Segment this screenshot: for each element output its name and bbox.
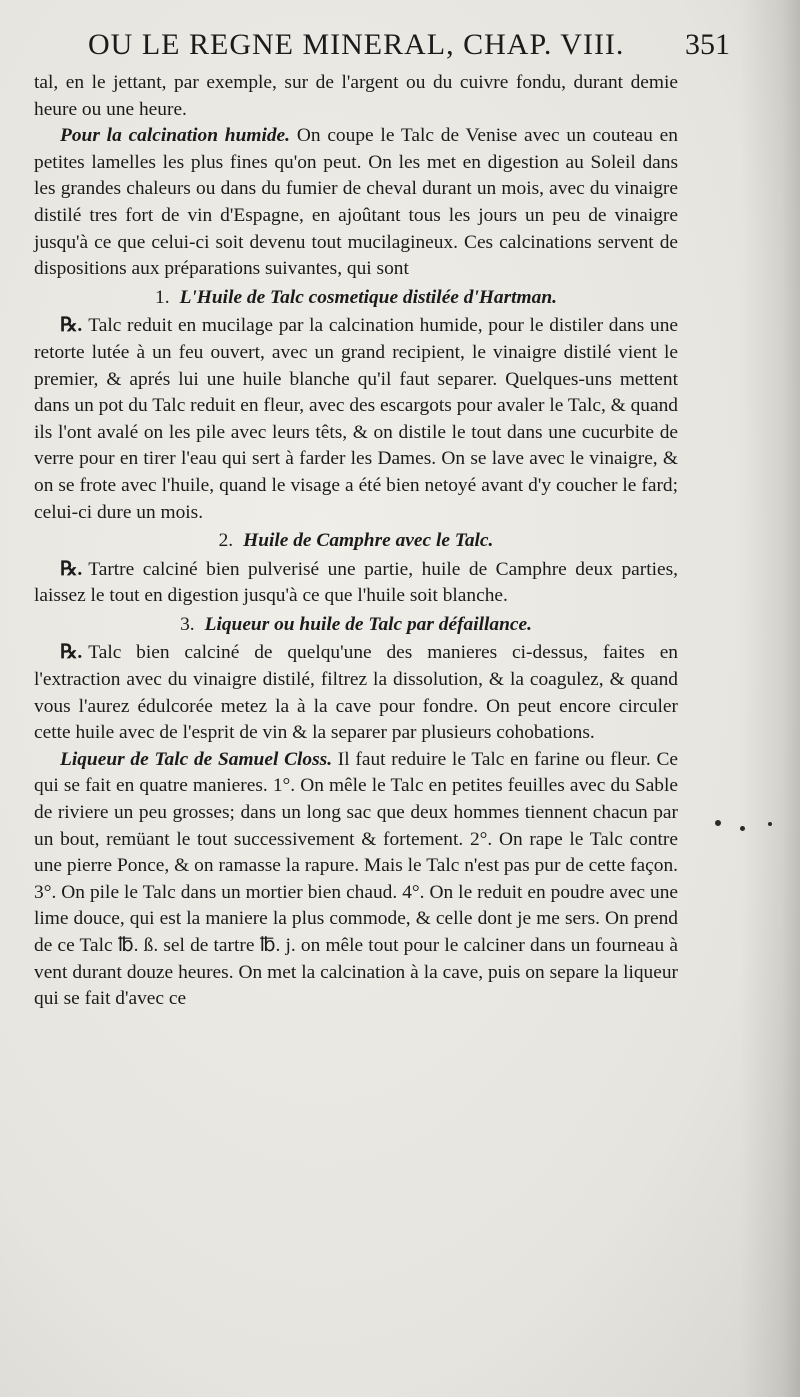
paragraph-section-1 <box>34 313 678 526</box>
inline-heading: Liqueur de Talc de Samuel Closs. <box>60 748 333 770</box>
section-heading-3 <box>34 612 678 639</box>
section-title: L'Huile de Talc cosmetique distilée d'Hartman. <box>179 286 557 308</box>
page-number: 351 <box>685 28 730 61</box>
paragraph-text: On coupe le Talc de Venise avec un couteau en petites lamelles les plus fines qu'on peut. On les met en digestion au Soleil dans les grandes chaleurs ou dans du fumier de cheval durant un mois, avec du vinaigre distilé tres fort de vin d'Espagne, en ajoûtant tous les jours un peu de vinaigre jusqu'à ce que celui-ci soit devenu tout mucilagineux. Ces calcinations servent de dispositions aux préparations suivantes, qui sont <box>34 125 678 280</box>
paragraph-text: Talc reduit en mucilage par la calcination humide, pour le distiler dans une retorte lutée à un feu ouvert, avec un grand recipient, le vinaigre distilé vient le premier, & aprés lui une huile blanche qu'il faut separer. Quelques-uns mettent dans un pot du Talc reduit en fleur, avec des escargots pour avaler le Talc, & quand ils l'ont avalé on les pile avec leurs têts, & on distile le tout dans une cucurbite de verre pour en tirer l'eau qui sert à farder les Dames. On se lave avec le vinaigre, & on se frote avec l'huile, quand le visage a été bien netoyé avant d'y coucher le fard; celui-ci dure un mois. <box>34 315 678 523</box>
section-title: Huile de Camphre avec le Talc. <box>243 530 494 552</box>
section-title: Liqueur ou huile de Talc par défaillance. <box>204 613 532 635</box>
paragraph-samuel-closs <box>34 747 678 1013</box>
paragraph-section-3 <box>34 640 678 746</box>
page-header <box>88 28 730 72</box>
section-number: 3. <box>180 613 195 635</box>
paragraph-1: tal, en le jettant, par exemple, sur de l'argent ou du cuivre fondu, durant demie heure ou une heure. <box>34 72 678 120</box>
section-heading-2 <box>34 528 678 555</box>
recipe-symbol: ℞. <box>60 642 83 664</box>
recipe-symbol: ℞. <box>60 558 83 580</box>
body-text <box>34 70 678 1013</box>
paragraph-text: Tartre calciné bien pulverisé une partie, huile de Camphre deux parties, laissez le tout en digestion jusqu'à ce que l'huile soit blanche. <box>34 558 678 607</box>
section-number: 2. <box>218 530 234 552</box>
section-heading-1 <box>34 285 678 312</box>
section-number: 1. <box>155 286 170 308</box>
recipe-symbol: ℞. <box>60 315 83 337</box>
paragraph-text: Talc bien calciné de quelqu'une des manieres ci-dessus, faites en l'extraction avec du vinaigre distilé, filtrez la dissolution, & la coagulez, & quand vous l'aurez édulcorée metez la à la cave pour fondre. On peut encore circuler cette huile avec de l'esprit de vin & la separer par plusieurs cohobations. <box>34 642 678 744</box>
ink-speck <box>715 820 721 826</box>
paragraph-text: Il faut reduire le Talc en farine ou fleur. Ce qui se fait en quatre manieres. 1°. On mêle le Talc en petites feuilles avec du Sable de riviere un peu grosses; dans un long sac que deux hommes tiennent chacun par un bout, remüant le tout successivement & fortement. 2°. On rape le Talc contre une pierre Ponce, & on ramasse la rapure. Mais le Talc n'est pas pur de cette façon. 3°. On pile le Talc dans un mortier bien chaud. 4°. On le reduit en poudre avec une lime douce, qui est la maniere la plus commode, & celle dont je me sers. On prend de ce Talc ℔. ß. sel de tartre ℔. j. on mêle tout pour le calciner dans un fourneau à vent durant douze heures. On met la calcination à la cave, puis on separe la liqueur qui se fait d'avec ce <box>34 748 678 1010</box>
ink-speck <box>740 826 745 831</box>
running-title: OU LE REGNE MINERAL, CHAP. VIII. <box>88 28 625 61</box>
page-edge-shadow <box>740 0 800 1397</box>
paragraph-calcination <box>34 123 678 283</box>
ink-speck <box>768 822 772 826</box>
paragraph-section-2 <box>34 557 678 610</box>
inline-heading: Pour la calcination humide. <box>60 125 290 147</box>
